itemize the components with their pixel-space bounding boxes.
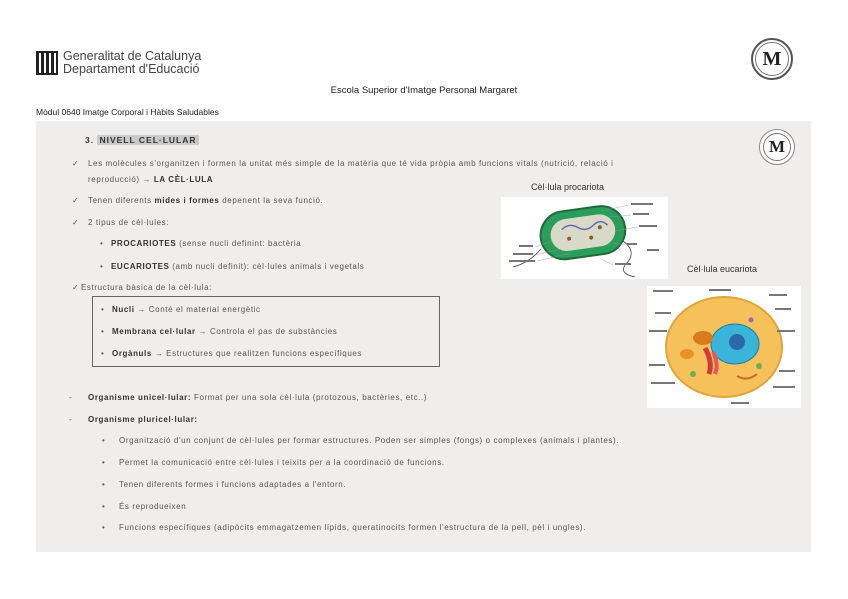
box-1-rest: → Conté el material energètic [134, 305, 261, 314]
bullet-1-continuation [88, 175, 213, 184]
seal-ring [755, 42, 789, 76]
prokaryote-cell-icon [501, 197, 668, 279]
box-item-3 [112, 349, 362, 358]
box-dot: • [101, 327, 105, 336]
point-2: Permet la comunicació entre cèl·lules i teixits per a la coordinació de funcions. [119, 458, 445, 467]
prokaryote-illustration [501, 197, 668, 279]
sub-bullet-dot: • [100, 262, 104, 271]
sub-bullet-2 [111, 262, 364, 271]
point-dot: • [102, 458, 106, 467]
bullet-2-pre: Tenen diferents [88, 196, 155, 205]
bullet-3-text: 2 tipus de cèl·lules: [88, 218, 170, 227]
module-title: Mòdul 0640 Imatge Corporal i Hàbits Saludables [36, 107, 219, 117]
check-icon: ✓ [72, 196, 80, 205]
check-icon: ✓ [72, 283, 80, 292]
box-item-2 [112, 327, 337, 336]
dash-bullet: - [69, 415, 73, 424]
point-5: Funcions específiques (adipòcits emmagatzemen lípids, queratinocits formen l'estructura de la pell, pèl i ungles). [119, 523, 587, 532]
box-dot: • [101, 349, 105, 358]
slide-seal [759, 129, 795, 165]
generalitat-text [63, 50, 201, 76]
bullet-2-text [88, 196, 323, 205]
slide-seal-ring [763, 133, 791, 161]
box-3-rest: → Estructures que realitzen funcions específiques [151, 349, 363, 358]
point-dot: • [102, 502, 106, 511]
eukaryote-cell-icon [647, 286, 801, 408]
bullet-1-bold: LA CÈL·LULA [153, 175, 214, 184]
bullet-2-post: depenent la seva funció. [219, 196, 324, 205]
bullet-1-cont: reproducció) → [88, 175, 154, 184]
box-dot: • [101, 305, 105, 314]
box-2-bold: Membrana cel·lular [112, 327, 196, 336]
point-dot: • [102, 523, 106, 532]
bullet-4-text: Estructura bàsica de la cèl·lula: [81, 283, 212, 292]
generalitat-logo [36, 50, 201, 76]
bullet-2-bold: mides i formes [154, 196, 220, 205]
eukaryote-label: Cèl·lula eucariota [687, 264, 758, 274]
sub-2-rest: (amb nucli definit): cèl·lules animals i vegetals [169, 262, 365, 271]
dash-item-1 [88, 393, 427, 402]
seal-letter: M [762, 47, 782, 70]
sub-2-bold: EUCARIOTES [111, 262, 170, 271]
eukaryote-illustration [647, 286, 801, 408]
point-dot: • [102, 436, 106, 445]
dash-2-bold: Organisme pluricel·lular: [88, 415, 198, 424]
point-4: És reprodueixen [119, 502, 187, 511]
school-name: Escola Superior d'Imatge Personal Margaret [330, 85, 518, 96]
box-item-1 [112, 305, 261, 314]
slide [36, 121, 811, 552]
dash-1-bold: Organisme unicel·lular: [88, 393, 192, 402]
dash-1-rest: Format per una sola cèl·lula (protozous, bactèries, etc..) [191, 393, 428, 402]
point-dot: • [102, 480, 106, 489]
sub-bullet-dot: • [100, 239, 104, 248]
point-1: Organització d'un conjunt de cèl·lules per formar estructures. Poden ser simples (fongs) o complexes (animals i plantes). [119, 436, 620, 445]
dash-item-2 [88, 415, 198, 424]
check-icon: ✓ [72, 218, 80, 227]
box-1-bold: Nucli [112, 305, 135, 314]
section-heading [85, 135, 199, 145]
heading-text: NIVELL CEL·LULAR [99, 135, 197, 145]
generalitat-emblem-icon [36, 51, 58, 75]
sub-bullet-1 [111, 239, 301, 248]
school-seal [751, 38, 793, 80]
box-3-bold: Orgànuls [112, 349, 152, 358]
box-2-rest: → Controla el pas de substàncies [195, 327, 338, 336]
bullet-1-text: Les molècules s'organitzen i formen la unitat més simple de la matèria que té vida pròpia amb funcions vitals (nutrició, relació i [88, 159, 614, 168]
slide-seal-letter: M [768, 137, 786, 156]
sub-1-rest: (sense nucli definint: bactèria [176, 239, 302, 248]
dash-bullet: - [69, 393, 73, 402]
org-line-2: Departament d'Educació [63, 62, 200, 76]
point-3: Tenen diferents formes i funcions adaptades a l'entorn. [119, 480, 347, 489]
prokaryote-label: Cèl·lula procariota [531, 182, 605, 192]
heading-number: 3. [85, 135, 95, 145]
org-line-1: Generalitat de Catalunya [63, 49, 202, 63]
check-icon: ✓ [72, 159, 80, 168]
sub-1-bold: PROCARIOTES [111, 239, 177, 248]
